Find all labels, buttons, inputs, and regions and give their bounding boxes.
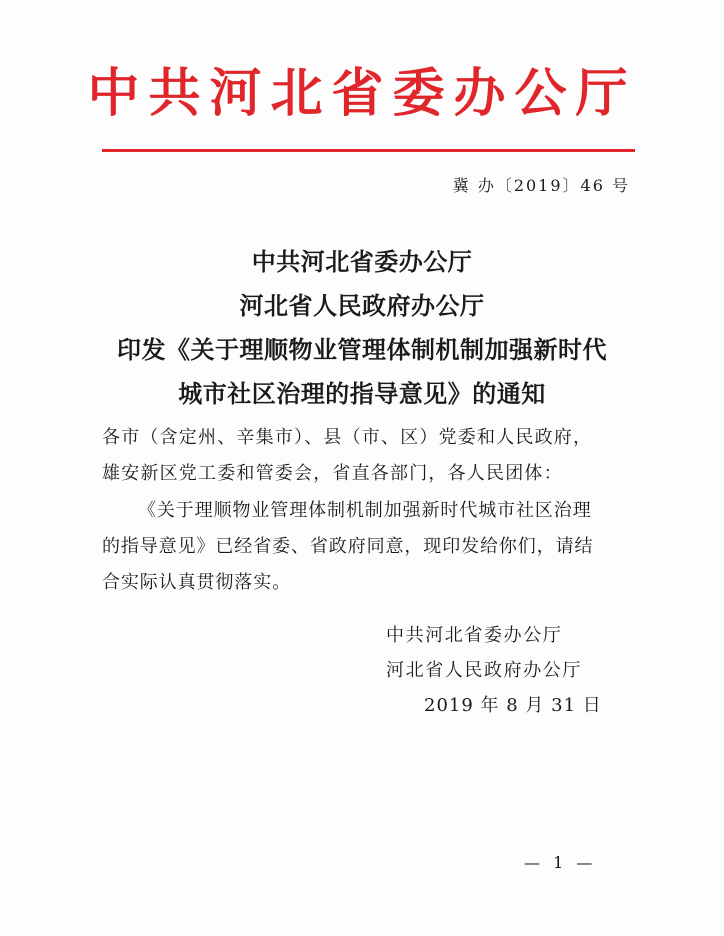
notice-title <box>60 240 664 416</box>
title-line: 中共河北省委办公厅 <box>251 248 473 276</box>
masthead-title: 中共河北省委办公厅 <box>87 63 637 124</box>
body-line: 合实际认真贯彻落实。 <box>102 572 291 593</box>
body-paragraph <box>102 493 642 601</box>
body-line: 《关于理顺物业管理体制机制加强新时代城市社区治理 <box>138 500 592 521</box>
issue-date: 2019 年 8 月 31 日 <box>424 695 602 716</box>
title-line: 河北省人民政府办公厅 <box>239 292 485 320</box>
recipients-paragraph <box>102 420 642 492</box>
recipients-line: 各市（含定州、辛集市）、县（市、区）党委和人民政府， <box>102 427 593 448</box>
red-divider-line <box>102 149 635 152</box>
signature-block <box>386 618 602 723</box>
title-line: 印发《关于理顺物业管理体制机制加强新时代 <box>117 336 607 364</box>
recipients-line: 雄安新区党工委和管委会，省直各部门，各人民团体： <box>102 463 563 484</box>
body-line: 的指导意见》已经省委、省政府同意，现印发给你们，请结 <box>102 536 594 557</box>
title-line: 城市社区治理的指导意见》的通知 <box>178 380 546 408</box>
signature-issuer: 中共河北省委办公厅 <box>386 625 563 646</box>
page-number: — 1 — <box>524 853 597 872</box>
signature-issuer: 河北省人民政府办公厅 <box>386 660 582 681</box>
document-number: 冀 办〔2019〕46 号 <box>452 176 630 195</box>
